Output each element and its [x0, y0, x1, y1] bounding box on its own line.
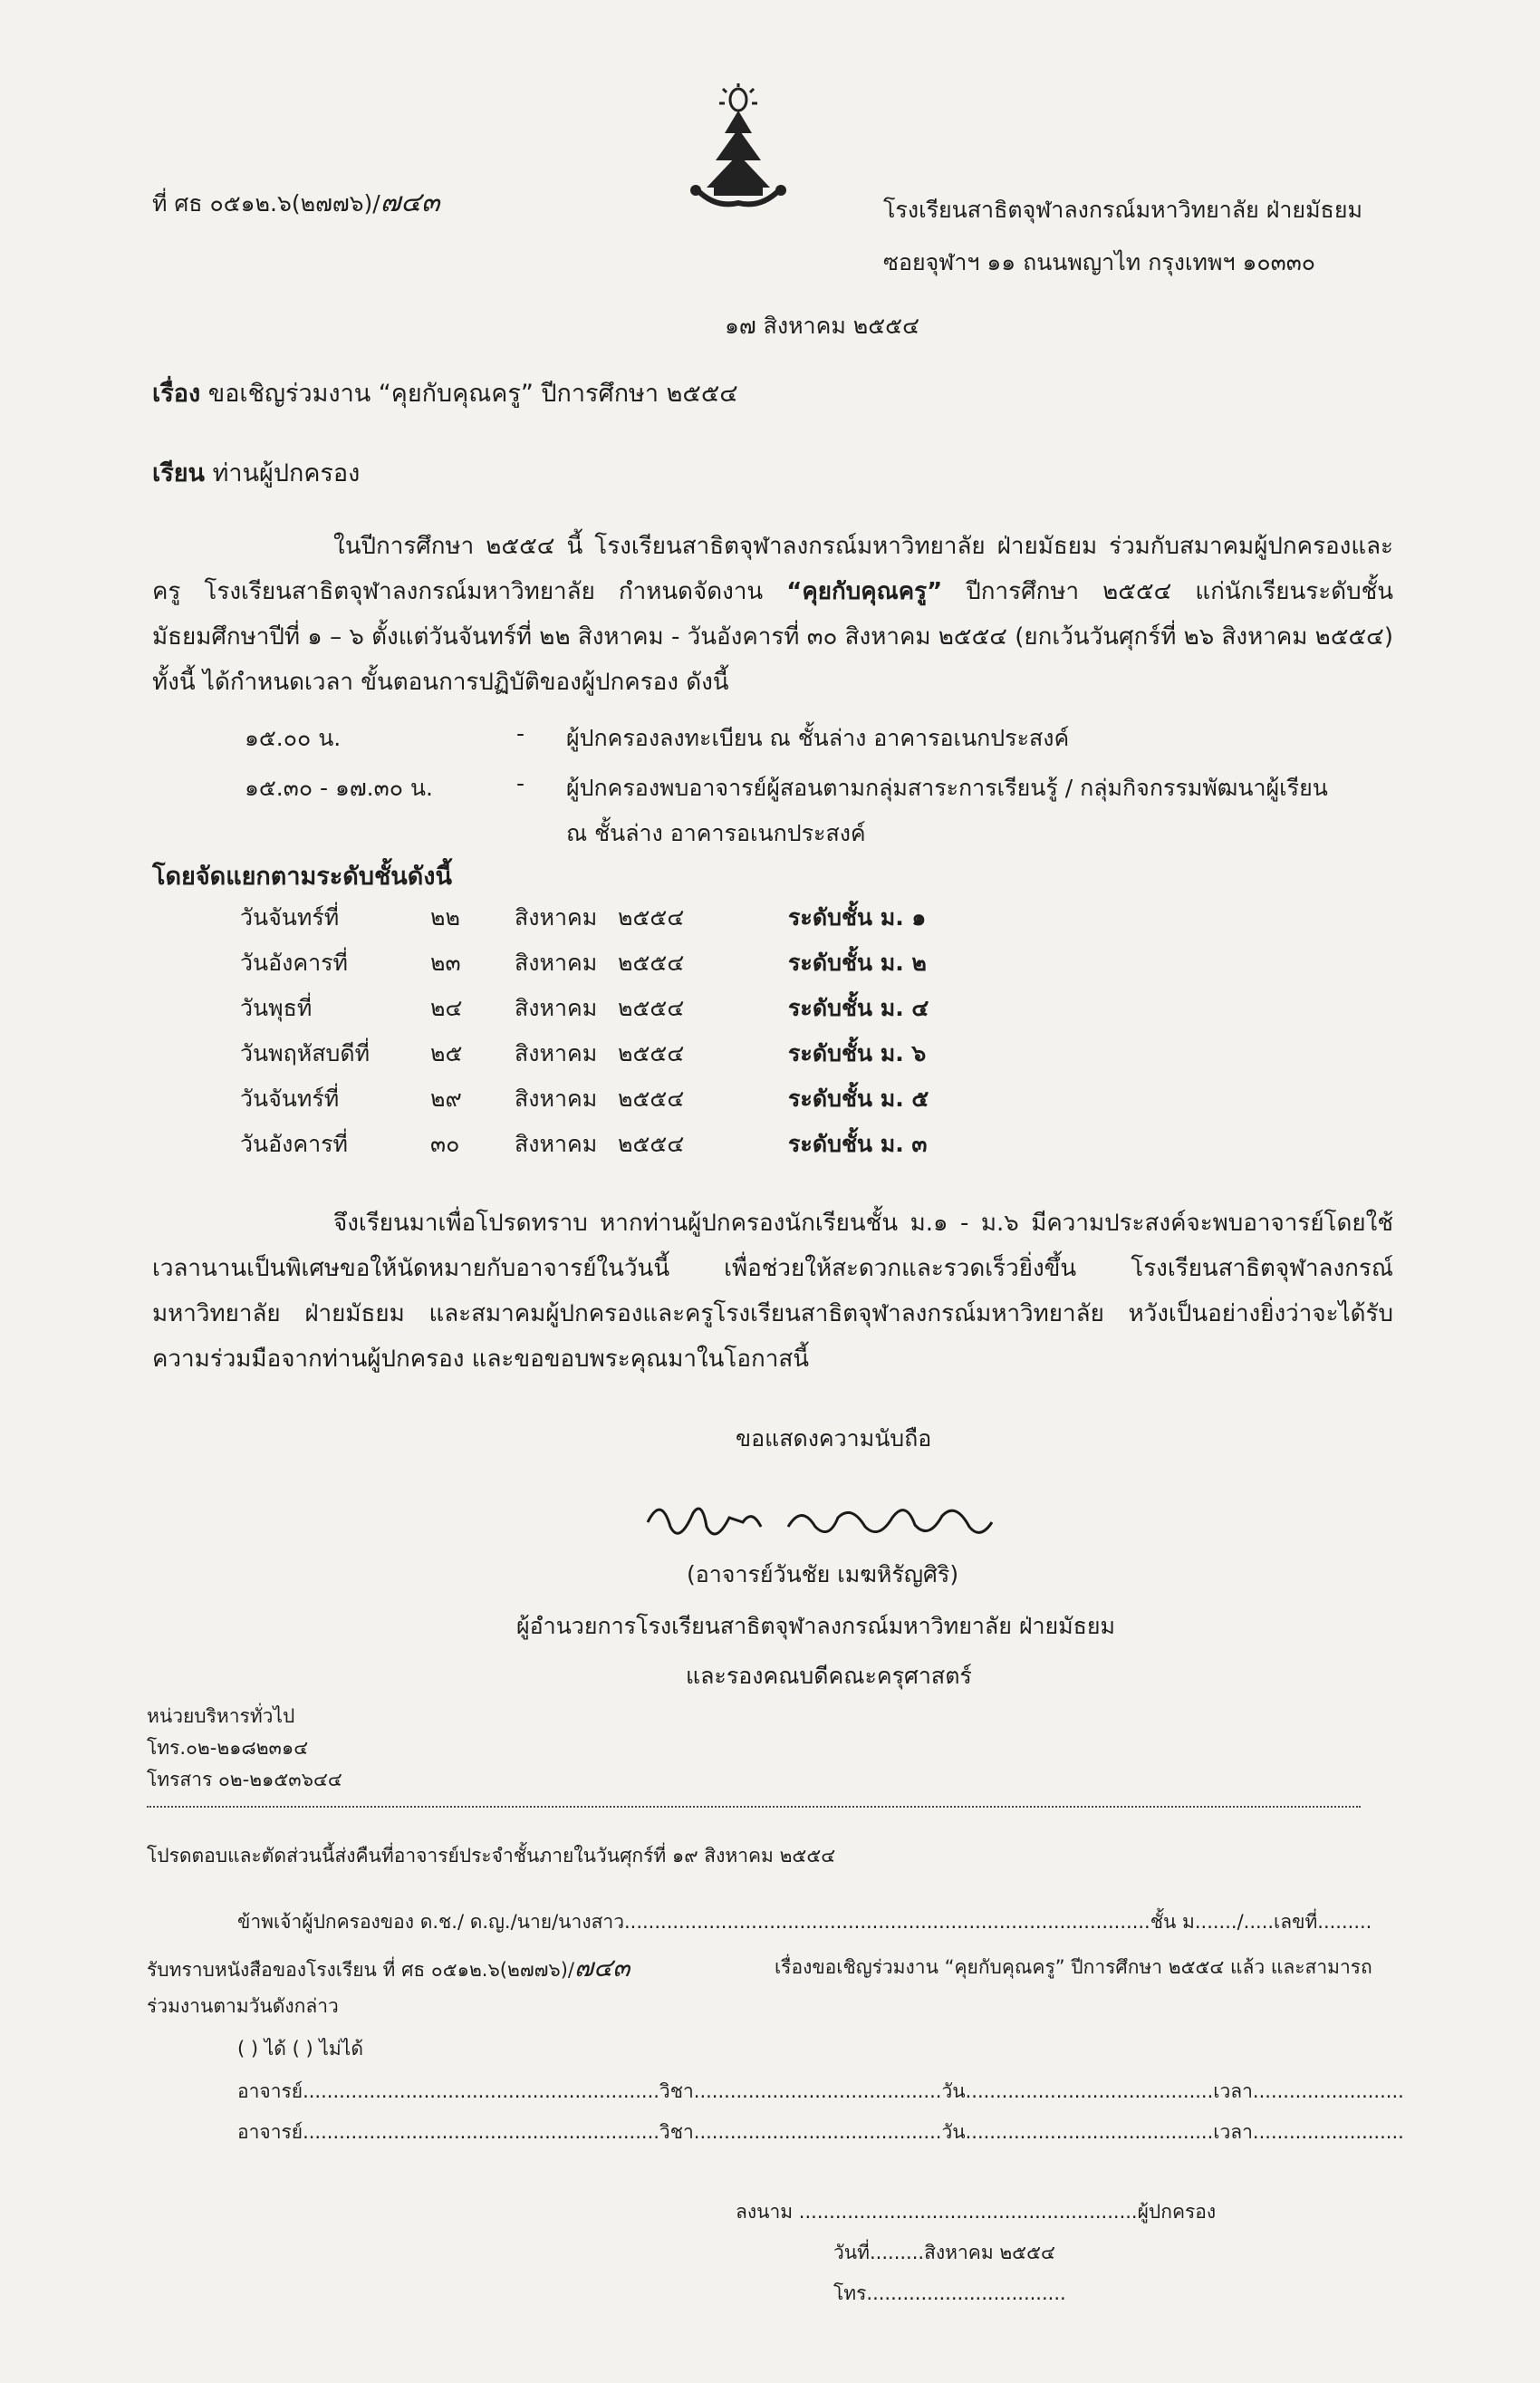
subject-line [152, 373, 738, 412]
level-row-4-date: ๒๕ [430, 1040, 463, 1066]
level-row-4-month: สิงหาคม [515, 1040, 598, 1066]
level-row-6-year: ๒๕๕๔ [618, 1131, 685, 1157]
reply-ack-line-2: ร่วมงานตามวันดังกล่าว [147, 1995, 339, 2017]
director-title-1: ผู้อำนวยการโรงเรียนสาธิตจุฬาลงกรณ์มหาวิทยาลัย ฝ่ายมัธยม [516, 1613, 1116, 1639]
regards-text: ขอแสดงความนับถือ [736, 1425, 932, 1452]
level-row-3-month: สิงหาคม [515, 995, 598, 1021]
reference-number-handwritten: ๗๔๓ [380, 187, 440, 218]
level-row-3-day: วันพุธที่ [240, 995, 313, 1021]
schedule-desc-2-cont: ณ ชั้นล่าง อาคารอเนกประสงค์ [566, 820, 866, 846]
levels-heading: โดยจัดแยกตามระดับชั้นดังนี้ [152, 863, 452, 891]
schedule-desc-2: ผู้ปกครองพบอาจารย์ผู้สอนตามกลุ่มสาระการเรียนรู้ / กลุ่มกิจกรรมพัฒนาผู้เรียน [566, 775, 1328, 801]
reply-ack-suffix: เรื่องขอเชิญร่วมงาน “คุยกับคุณครู” ปีการศึกษา ๒๕๕๔ แล้ว และสามารถ [775, 1956, 1372, 1978]
level-row-6-month: สิงหาคม [515, 1131, 598, 1157]
intro-paragraph [152, 524, 1393, 705]
contact-fax: โทรสาร ๐๒-๒๑๕๓๖๔๔ [147, 1769, 342, 1790]
level-row-1-month: สิงหาคม [515, 904, 598, 931]
level-row-2-month: สิงหาคม [515, 950, 598, 976]
schedule-dash-2: - [516, 770, 525, 796]
level-row-5-day: วันจันทร์ที่ [240, 1085, 340, 1112]
level-row-2-year: ๒๕๕๔ [618, 950, 685, 976]
level-row-1-year: ๒๕๕๔ [618, 904, 685, 931]
reply-ack-handwritten: ๗๔๓ [574, 1953, 630, 1983]
reply-ack-prefix: รับทราบหนังสือของโรงเรียน ที่ ศธ ๐๕๑๒.๖(๒๗๗๖)/ [147, 1959, 575, 1981]
reply-ack-line [147, 1948, 630, 1988]
level-row-2-level: ระดับชั้น ม. ๒ [788, 950, 927, 976]
level-row-6-day: วันอังคารที่ [240, 1131, 349, 1157]
salutation-text: ท่านผู้ปกครอง [212, 459, 361, 487]
reply-signature-line[interactable]: ลงนาม ........................................................ผู้ปกครอง [736, 2201, 1217, 2223]
schedule-dash-1: - [516, 720, 525, 747]
level-row-6-date: ๓๐ [430, 1131, 460, 1157]
reply-date-line[interactable]: วันที่.........สิงหาคม ๒๕๕๔ [833, 2242, 1055, 2263]
level-row-2-day: วันอังคารที่ [240, 950, 349, 976]
level-row-4-level: ระดับชั้น ม. ๖ [788, 1040, 927, 1066]
subject-label: เรื่อง [152, 380, 201, 408]
closing-paragraph: จึงเรียนมาเพื่อโปรดทราบ หากท่านผู้ปกครองนักเรียนชั้น ม.๑ - ม.๖ มีความประสงค์จะพบอาจารย์โดยใช้เวลานานเป็นพิเศษขอให้นัดหมายกับอาจารย์ในวันนี้ เพื่อช่วยให้สะดวกและรวดเร็วยิ่งขึ้น โรงเรียนสาธิตจุฬาลงกรณ์มหาวิทยาลัย ฝ่ายมัธยม และสมาคมผู้ปกครองและครูโรงเรียนสาธิตจุฬาลงกรณ์มหาวิทยาลัย หวังเป็นอย่างยิ่งว่าจะได้รับความร่วมมือจากท่านผู้ปกครอง และขอขอบพระคุณมาในโอกาสนี้ [152, 1210, 1393, 1373]
level-row-6-level: ระดับชั้น ม. ๓ [788, 1131, 928, 1157]
director-signature [643, 1491, 1024, 1554]
reply-phone-line[interactable]: โทร................................. [833, 2282, 1066, 2304]
cut-line [147, 1806, 1361, 1808]
level-row-4-year: ๒๕๕๔ [618, 1040, 685, 1066]
school-address: ซอยจุฬาฯ ๑๑ ถนนพญาไท กรุงเทพฯ ๑๐๓๓๐ [883, 249, 1316, 275]
level-row-5-level: ระดับชั้น ม. ๕ [788, 1085, 929, 1112]
level-row-4-day: วันพฤหัสบดีที่ [240, 1040, 371, 1066]
schedule-desc-1: ผู้ปกครองลงทะเบียน ณ ชั้นล่าง อาคารอเนกประสงค์ [566, 725, 1070, 751]
level-row-3-year: ๒๕๕๔ [618, 995, 685, 1021]
level-row-1-day: วันจันทร์ที่ [240, 904, 340, 931]
schedule-time-1: ๑๕.๐๐ น. [245, 725, 342, 751]
schedule-time-2: ๑๕.๓๐ - ๑๗.๓๐ น. [245, 775, 433, 801]
salutation-line [152, 453, 360, 492]
school-name: โรงเรียนสาธิตจุฬาลงกรณ์มหาวิทยาลัย ฝ่ายมัธยม [883, 197, 1362, 223]
director-name: (อาจารย์วันชัย เมฆหิรัญศิริ) [687, 1561, 959, 1587]
reference-number-text: ที่ ศธ ๐๕๑๒.๖(๒๗๗๖)/ [152, 190, 380, 217]
level-row-5-month: สิงหาคม [515, 1085, 598, 1112]
level-row-3-date: ๒๔ [430, 995, 463, 1021]
letter-date: ๑๗ สิงหาคม ๒๕๕๔ [725, 313, 919, 339]
contact-phone: โทร.๐๒-๒๑๘๒๓๑๔ [147, 1737, 309, 1759]
reply-attendance-options[interactable]: ( ) ได้ ( ) ไม่ได้ [237, 2038, 363, 2060]
reply-parent-line: ข้าพเจ้าผู้ปกครองของ ด.ช./ ด.ญ./นาย/นางสาว.......................................................................................ชั้น ม......./.....เลขที่......... [237, 1911, 1372, 1933]
salutation-label: เรียน [152, 459, 206, 487]
intro-text-after: ปีการศึกษา ๒๕๕๔ แก่นักเรียนระดับชั้นมัธยมศึกษาปีที่ ๑ – ๖ ตั้งแต่วันจันทร์ที่ ๒๒ สิงหาคม - วันอังคารที่ ๓๐ สิงหาคม ๒๕๕๔ (ยกเว้นวันศุกร์ที่ ๒๖ สิงหาคม ๒๕๕๔) ทั้งนี้ ได้กำหนดเวลา ขั้นตอนการปฏิบัติของผู้ปกครอง ดังนี้ [152, 578, 1394, 696]
level-row-3-level: ระดับชั้น ม. ๔ [788, 995, 929, 1021]
contact-unit: หน่วยบริหารทั่วไป [147, 1705, 295, 1727]
intro-text-before: ในปีการศึกษา ๒๕๕๔ นี้ โรงเรียนสาธิตจุฬาลงกรณ์มหาวิทยาลัย ฝ่ายมัธยม ร่วมกับสมาคมผู้ปกครองและครู โรงเรียนสาธิตจุฬาลงกรณ์มหาวิทยาลัย กำหนดจัดงาน [152, 533, 1393, 605]
event-name: “คุยกับคุณครู” [786, 578, 943, 605]
reference-number [152, 181, 440, 224]
reply-teacher-line-1[interactable]: อาจารย์...........................................................วิชา.........................................วัน.........................................เวลา......................... [237, 2080, 1404, 2102]
level-row-5-date: ๒๙ [430, 1085, 462, 1112]
level-row-1-date: ๒๒ [430, 904, 460, 931]
director-title-2: และรองคณบดีคณะครุศาสตร์ [686, 1663, 972, 1689]
school-emblem-logo [688, 83, 788, 219]
subject-text: ขอเชิญร่วมงาน “คุยกับคุณครู” ปีการศึกษา ๒๕๕๔ [207, 380, 738, 408]
level-row-2-date: ๒๓ [430, 950, 461, 976]
reply-teacher-line-2[interactable]: อาจารย์...........................................................วิชา.........................................วัน.........................................เวลา......................... [237, 2121, 1404, 2143]
reply-instruction: โปรดตอบและตัดส่วนนี้ส่งคืนที่อาจารย์ประจำชั้นภายในวันศุกร์ที่ ๑๙ สิงหาคม ๒๕๕๔ [147, 1845, 836, 1867]
level-row-5-year: ๒๕๕๔ [618, 1085, 685, 1112]
level-row-1-level: ระดับชั้น ม. ๑ [788, 904, 927, 931]
